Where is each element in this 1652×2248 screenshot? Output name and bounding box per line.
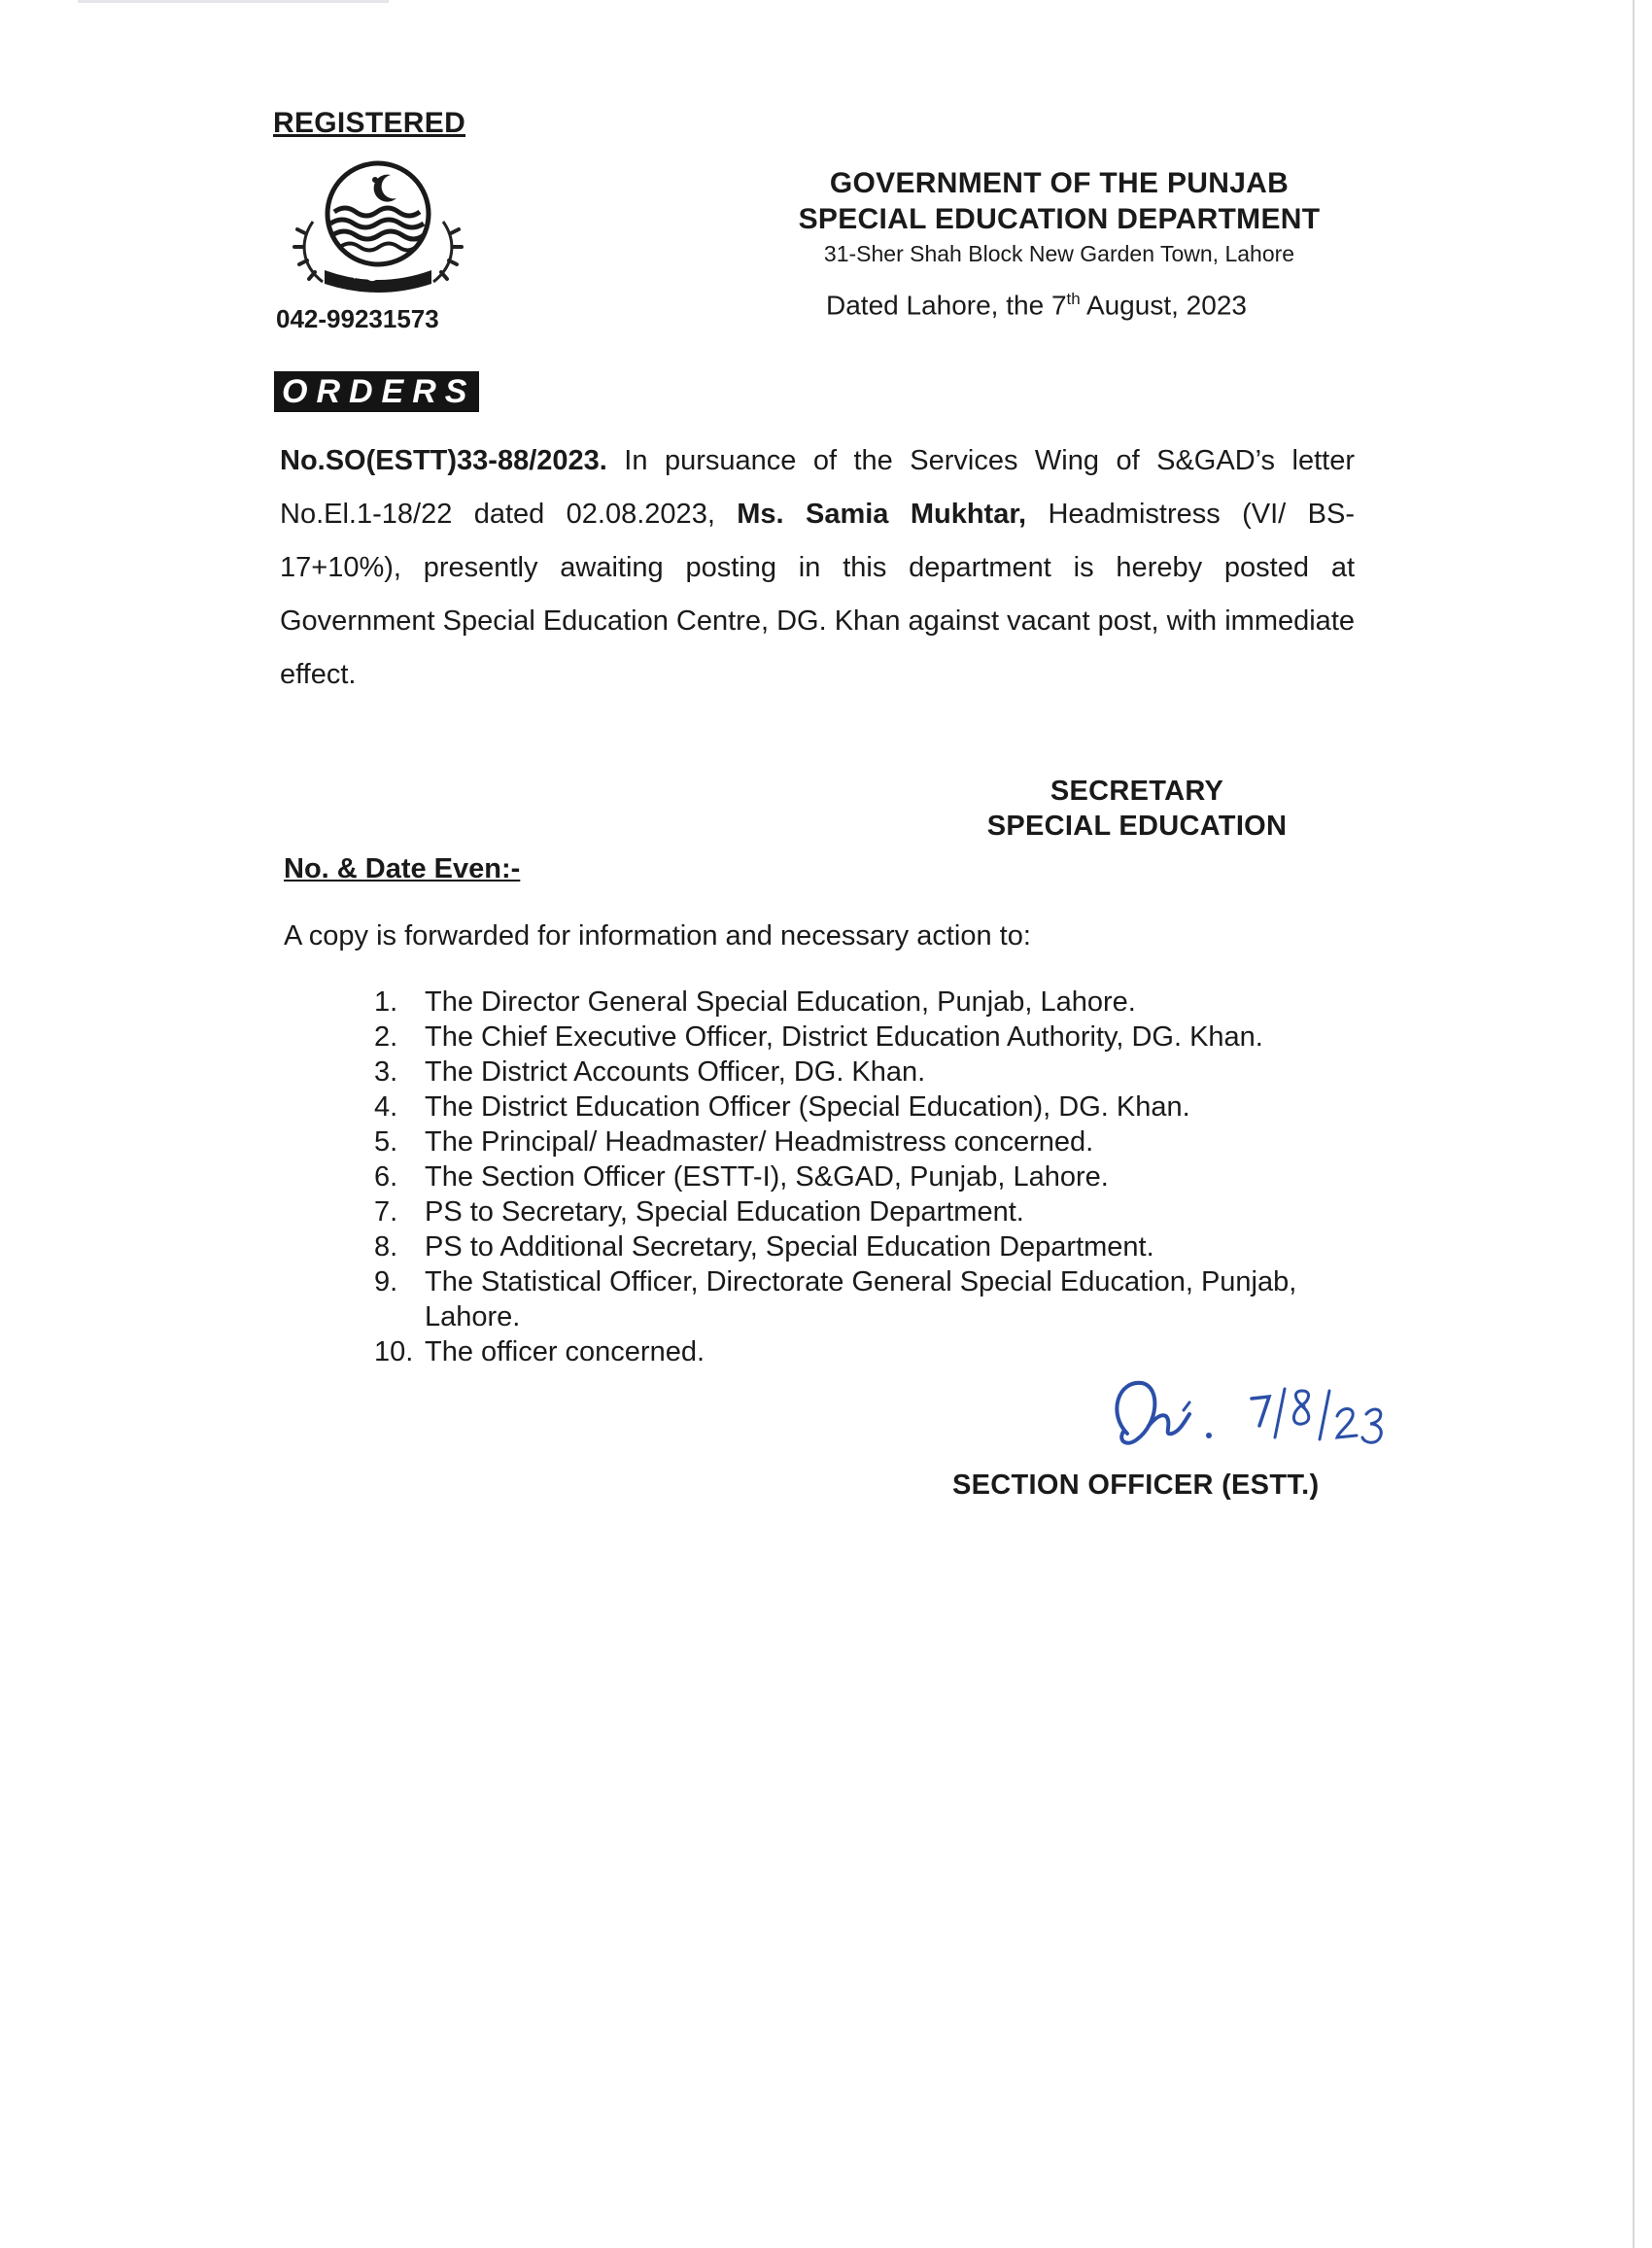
list-item-text: The Director General Special Education, Punjab, Lahore. [425,986,1136,1018]
list-item-number: 10. [374,1336,414,1367]
list-item [374,1020,1385,1055]
department-title: SPECIAL EDUCATION DEPARTMENT [798,203,1321,235]
list-item-number: 5. [374,1126,398,1158]
list-item-text: The Section Officer (ESTT-I), S&GAD, Punjab, Lahore. [425,1161,1109,1193]
phone-number: 042-99231573 [276,304,439,333]
signatory-title: SECRETARY [1050,776,1224,807]
list-item-number: 2. [374,1021,398,1053]
list-item [374,1194,1385,1229]
list-item [374,1124,1385,1159]
no-date-even: No. & Date Even:- [284,853,521,884]
government-title: GOVERNMENT OF THE PUNJAB [829,167,1290,199]
department-address: 31-Sher Shah Block New Garden Town, Lahore [823,241,1295,266]
date-line [826,290,1247,321]
signatory-department: SPECIAL EDUCATION [986,811,1288,842]
list-item-text: The Statistical Officer, Directorate General Special Education, Punjab, Lahore. [425,1266,1297,1332]
letterhead [739,167,1380,267]
list-item [374,1229,1385,1264]
list-item-text: The Chief Executive Officer, District Education Authority, DG. Khan. [425,1021,1263,1053]
registered-label: REGISTERED [273,107,466,139]
page-edge [1633,0,1635,2248]
list-item-number: 7. [374,1196,398,1228]
list-item-text: PS to Secretary, Special Education Department. [425,1196,1024,1228]
date-suffix: August, 2023 [1080,290,1247,321]
list-item-text: The officer concerned. [425,1336,706,1367]
orders-heading: ORDERS [274,371,479,412]
date-prefix: Dated Lahore, the 7 [826,290,1067,321]
handwritten-signature [1088,1356,1409,1463]
list-item-number: 3. [374,1056,398,1088]
order-number: No.SO(ESTT)33-88/2023. [280,445,607,476]
list-item [374,985,1385,1020]
section-officer-title: SECTION OFFICER (ESTT.) [952,1470,1320,1501]
list-item [374,1089,1385,1124]
list-item [374,1159,1385,1194]
list-item-text: PS to Additional Secretary, Special Education Department. [425,1231,1154,1262]
list-item-text: The District Accounts Officer, DG. Khan. [425,1056,926,1088]
officer-name: Ms. Samia Mukhtar, [737,499,1027,530]
list-item-number: 4. [374,1091,398,1123]
order-text-1: In pursuance of the Services Wing of S&GAD’s letter No.El.1-18/22 dated 02.08.2023, [280,445,1355,530]
list-item-text: The Principal/ Headmaster/ Headmistress concerned. [425,1126,1094,1158]
order-paragraph [280,434,1355,702]
order-text-2: Headmistress (VI/ BS-17+10%), presently awaiting posting in this department is hereby posted at Government Special Education Centre, DG. Khan against vacant post, with immediate effect. [280,499,1355,690]
scan-artifact [78,0,389,3]
distribution-list [374,985,1385,1369]
signatory-block [943,774,1331,844]
list-item [374,1055,1385,1089]
date-ordinal: th [1066,290,1081,308]
list-item-number: 6. [374,1161,398,1193]
list-item-number: 9. [374,1266,398,1297]
list-item-text: The District Education Officer (Special Education), DG. Khan. [425,1091,1190,1123]
list-item-number: 8. [374,1231,398,1262]
list-item [374,1264,1385,1334]
punjab-emblem-icon [286,154,470,294]
copy-forwarded-line: A copy is forwarded for information and necessary action to: [284,920,1031,951]
list-item-number: 1. [374,986,398,1018]
